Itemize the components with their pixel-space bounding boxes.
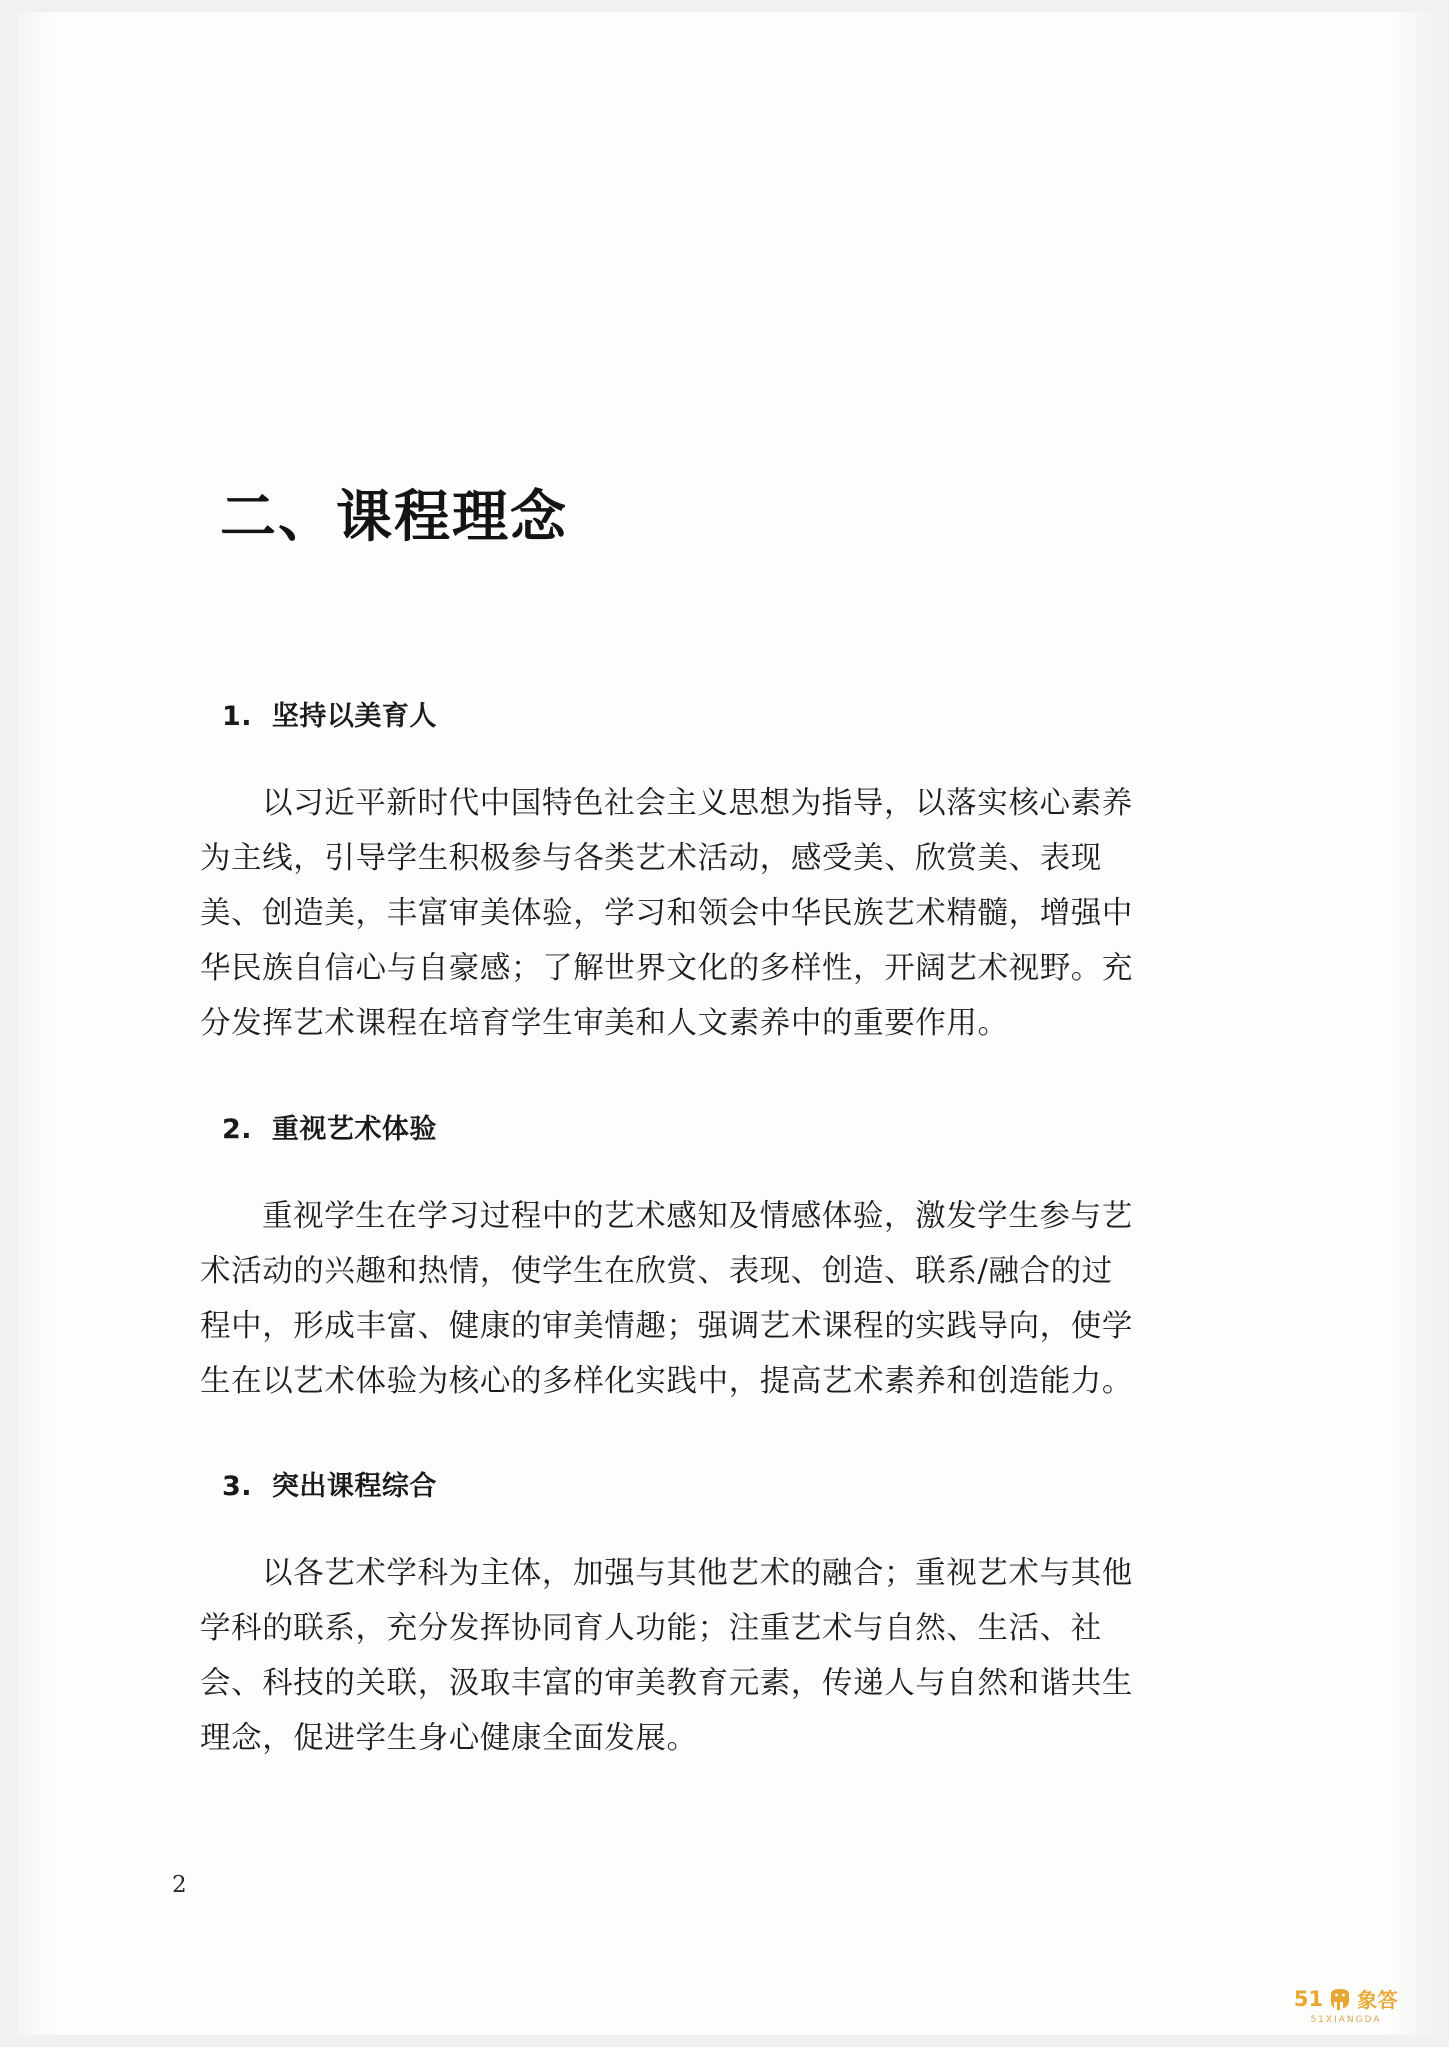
paragraph-line: 程中，形成丰富、健康的审美情趣；强调艺术课程的实践导向，使学 (200, 1308, 1133, 1344)
paragraph-line: 为主线，引导学生积极参与各类艺术活动，感受美、欣赏美、表现 (200, 840, 1102, 876)
watermark-label: 象答 (1357, 1987, 1399, 2012)
section-2-heading: 2. 重视艺术体验 (222, 1114, 437, 1145)
section-3-body (200, 1546, 1260, 1766)
section-1-heading: 1. 坚持以美育人 (222, 701, 437, 732)
section-2-body (200, 1189, 1260, 1409)
paragraph-line: 华民族自信心与自豪感；了解世界文化的多样性，开阔艺术视野。充 (200, 950, 1133, 986)
paragraph-line: 学科的联系，充分发挥协同育人功能；注重艺术与自然、生活、社 (200, 1610, 1102, 1646)
section-3 (200, 1470, 1260, 1766)
watermark-mark (1294, 1988, 1398, 2012)
paragraph-line: 生在以艺术体验为核心的多样化实践中，提高艺术素养和创造能力。 (200, 1363, 1133, 1399)
paragraph-line: 会、科技的关联，汲取丰富的审美教育元素，传递人与自然和谐共生 (200, 1665, 1133, 1701)
page-number: 2 (172, 1872, 187, 1898)
paragraph-line: 以各艺术学科为主体，加强与其他艺术的融合；重视艺术与其他 (262, 1555, 1133, 1591)
watermark-subtitle: 51XIANGDA (1310, 2014, 1382, 2025)
section-2 (200, 1113, 1260, 1409)
paragraph-line: 以习近平新时代中国特色社会主义思想为指导，以落实核心素养 (262, 785, 1133, 821)
paragraph-line: 分发挥艺术课程在培育学生审美和人文素养中的重要作用。 (200, 1005, 1009, 1041)
elephant-icon (1327, 1988, 1353, 2012)
paragraph-line: 术活动的兴趣和热情，使学生在欣赏、表现、创造、联系/融合的过 (200, 1253, 1113, 1289)
watermark (1271, 1983, 1421, 2029)
section-1 (200, 700, 1260, 1051)
page-title: 二、课程理念 (220, 483, 568, 550)
section-1-body (200, 776, 1260, 1051)
watermark-badge-number: 51 (1293, 1987, 1324, 2011)
paragraph-line: 理念，促进学生身心健康全面发展。 (200, 1720, 698, 1756)
paragraph-line: 美、创造美，丰富审美体验，学习和领会中华民族艺术精髓，增强中 (200, 895, 1133, 931)
section-3-heading: 3. 突出课程综合 (222, 1471, 437, 1502)
paragraph-line: 重视学生在学习过程中的艺术感知及情感体验，激发学生参与艺 (262, 1198, 1133, 1234)
